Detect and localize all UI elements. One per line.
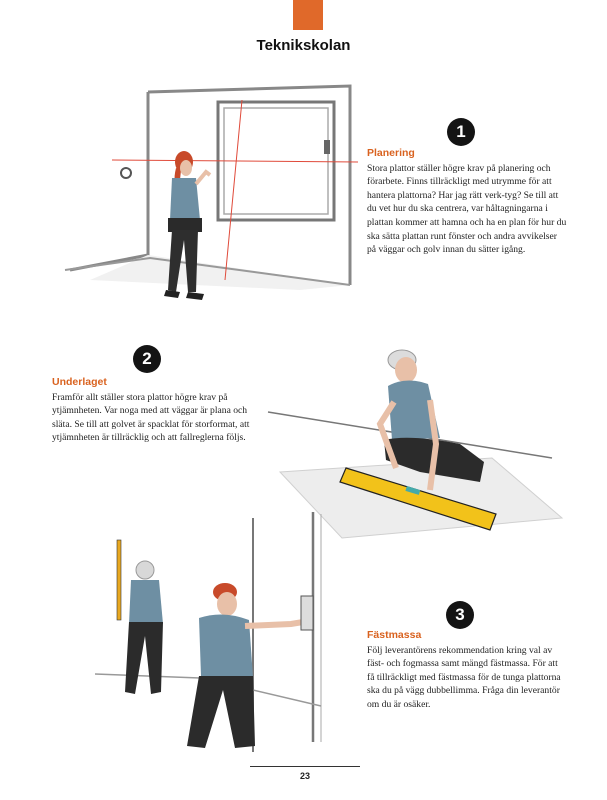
planning-illustration <box>60 80 360 310</box>
section-fastmassa <box>367 629 567 712</box>
section-heading: Planering <box>367 147 415 159</box>
section-body: Stora plattor ställer högre krav på planering och förarbete. Finns tillräckligt med utrymme för att hantera plattorna? Har jag rätt verk-tyg? Se till att du vet hur du ska centrera, var håltagningarna i plattan kommer att hamna och ha en plan för hur du ska sätta plattan runt fönster och andra avvikelser på väggar och golv innan du sätter igång. <box>367 162 567 256</box>
footer-rule <box>250 766 360 767</box>
section-body: Framför allt ställer stora plattor högre krav på ytjämnheten. Var noga med att väggar är plana och släta. Se till att golvet är spacklat för storformat, att ytjämnheten är tillräcklig och att fallreglerna följs. <box>52 391 250 444</box>
section-underlaget <box>52 376 257 445</box>
page-number: 23 <box>299 771 310 781</box>
section-heading: Underlaget <box>52 376 107 388</box>
section-body: Följ leverantörens rekommendation kring val av fäst- och fogmassa samt mängd fästmassa. För att få tillräckligt med fästmassa för de tunga plattorna ska du på vägg dubbellimma. Fråga din leverantör om du är osäker. <box>367 644 561 710</box>
step-3-badge: 3 <box>446 601 474 629</box>
adhesive-illustration <box>95 510 355 760</box>
section-planering <box>367 147 567 257</box>
page-tab-marker <box>293 0 323 30</box>
section-heading: Fästmassa <box>367 629 422 641</box>
step-1-badge: 1 <box>447 118 475 146</box>
page-title: Teknikskolan <box>256 37 351 54</box>
step-2-badge: 2 <box>133 345 161 373</box>
